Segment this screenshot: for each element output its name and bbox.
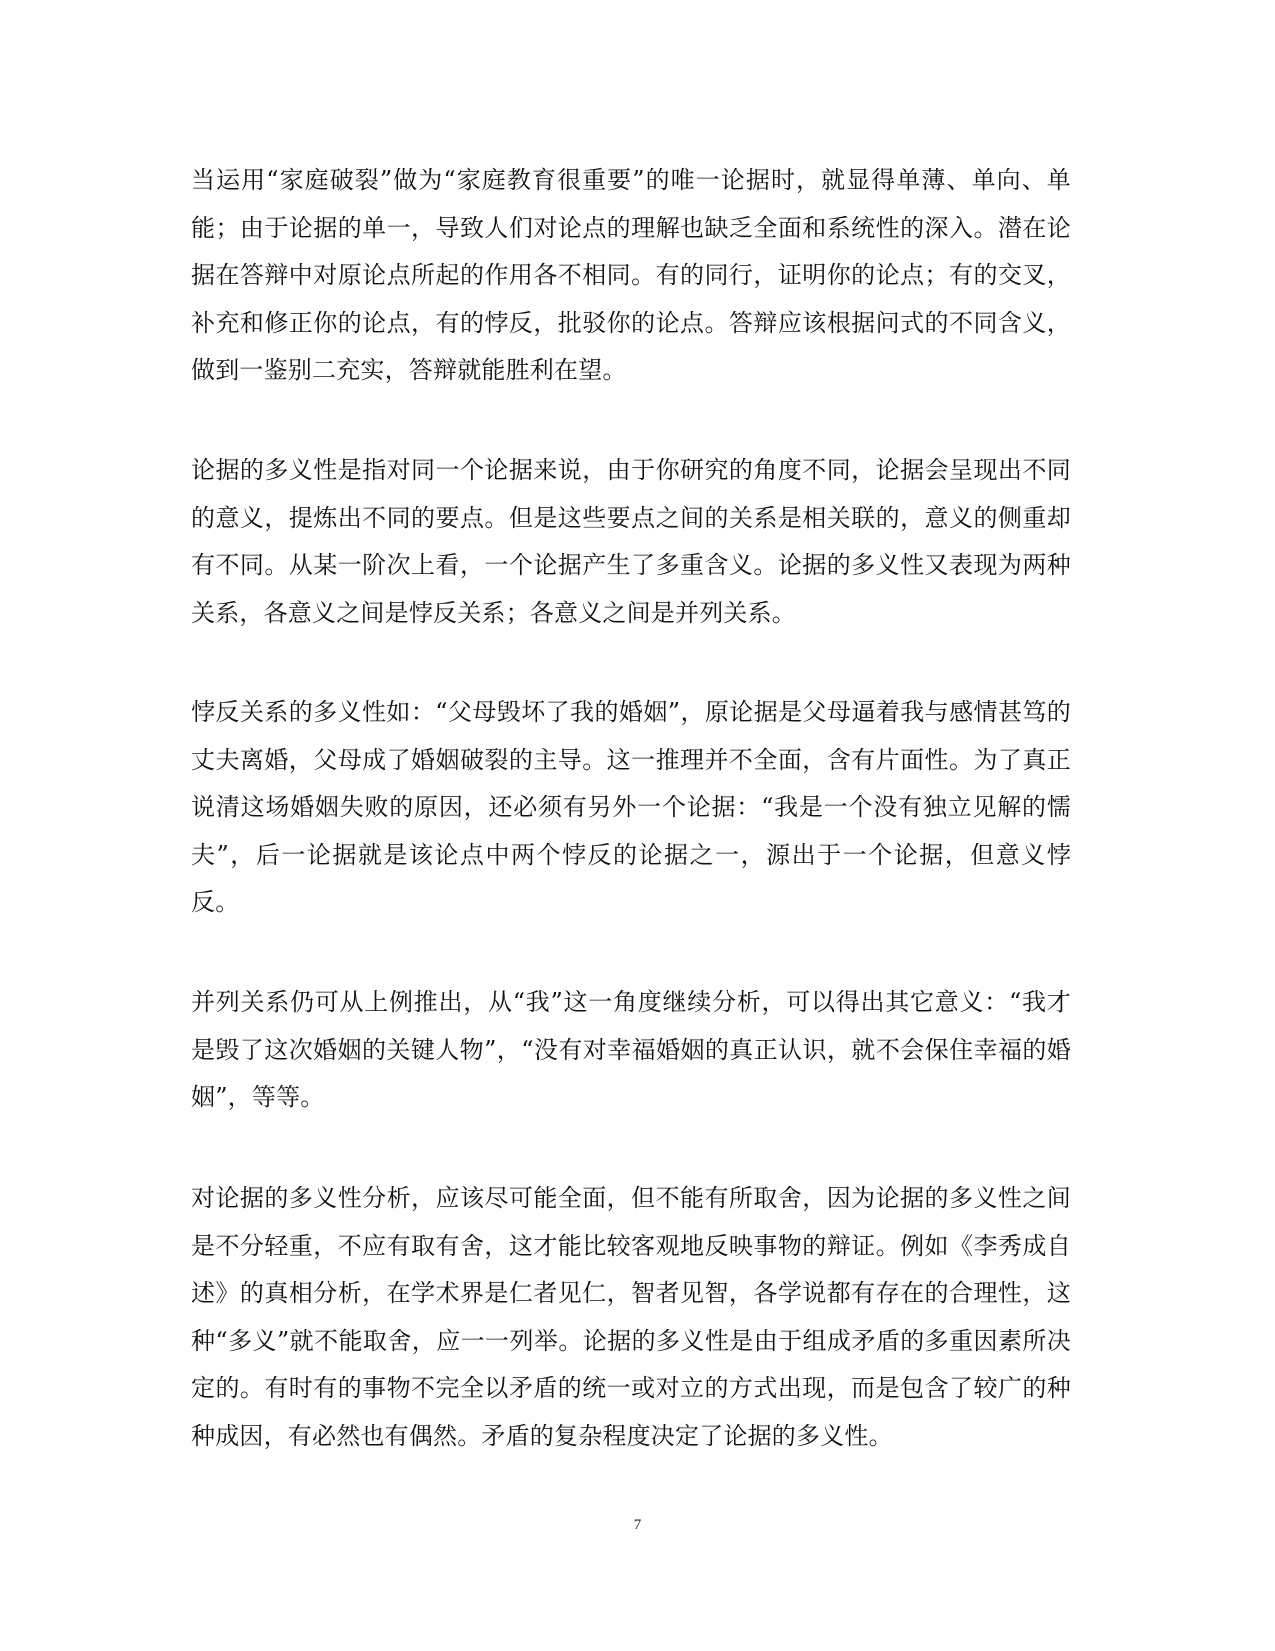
paragraph-4: 并列关系仍可从上例推出，从“我”这一角度继续分析，可以得出其它意义：“我才是毁了这次婚姻的关键人物”，“没有对幸福婚姻的真正认识，就不会保住幸福的婚姻”，等等。: [191, 988, 1071, 1111]
paragraph-1: 当运用“家庭破裂”做为“家庭教育很重要”的唯一论据时，就显得单薄、单向、单能；由于论据的单一，导致人们对论点的理解也缺乏全面和系统性的深入。潜在论据在答辩中对原论点所起的作用各不相同。有的同行，证明你的论点；有的交叉，补充和修正你的论点，有的悖反，批驳你的论点。答辩应该根据问式的不同含义，做到一鉴别二充实，答辩就能胜利在望。: [191, 166, 1071, 384]
paragraph-5: 对论据的多义性分析，应该尽可能全面，但不能有所取舍，因为论据的多义性之间是不分轻重，不应有取有舍，这才能比较客观地反映事物的辩证。例如《李秀成自述》的真相分析，在学术界是仁者见仁，智者见智，各学说都有存在的合理性，这种“多义”就不能取舍，应一一列举。论据的多义性是由于组成矛盾的多重因素所决定的。有时有的事物不完全以矛盾的统一或对立的方式出现，而是包含了较广的种种成因，有必然也有偶然。矛盾的复杂程度决定了论据的多义性。: [191, 1184, 1071, 1450]
paragraph-3: 悖反关系的多义性如：“父母毁坏了我的婚姻”，原论据是父母逼着我与感情甚笃的丈夫离婚，父母成了婚姻破裂的主导。这一推理并不全面，含有片面性。为了真正说清这场婚姻失败的原因，还必须有另外一个论据：“我是一个没有独立见解的懦夫”，后一论据就是该论点中两个悖反的论据之一，源出于一个论据，但意义悖反。: [191, 698, 1071, 916]
paragraph-2: 论据的多义性是指对同一个论据来说，由于你研究的角度不同，论据会呈现出不同的意义，提炼出不同的要点。但是这些要点之间的关系是相关联的，意义的侧重却有不同。从某一阶次上看，一个论据产生了多重含义。论据的多义性又表现为两种关系，各意义之间是悖反关系；各意义之间是并列关系。: [191, 456, 1071, 627]
page-number: 7: [633, 1517, 642, 1533]
